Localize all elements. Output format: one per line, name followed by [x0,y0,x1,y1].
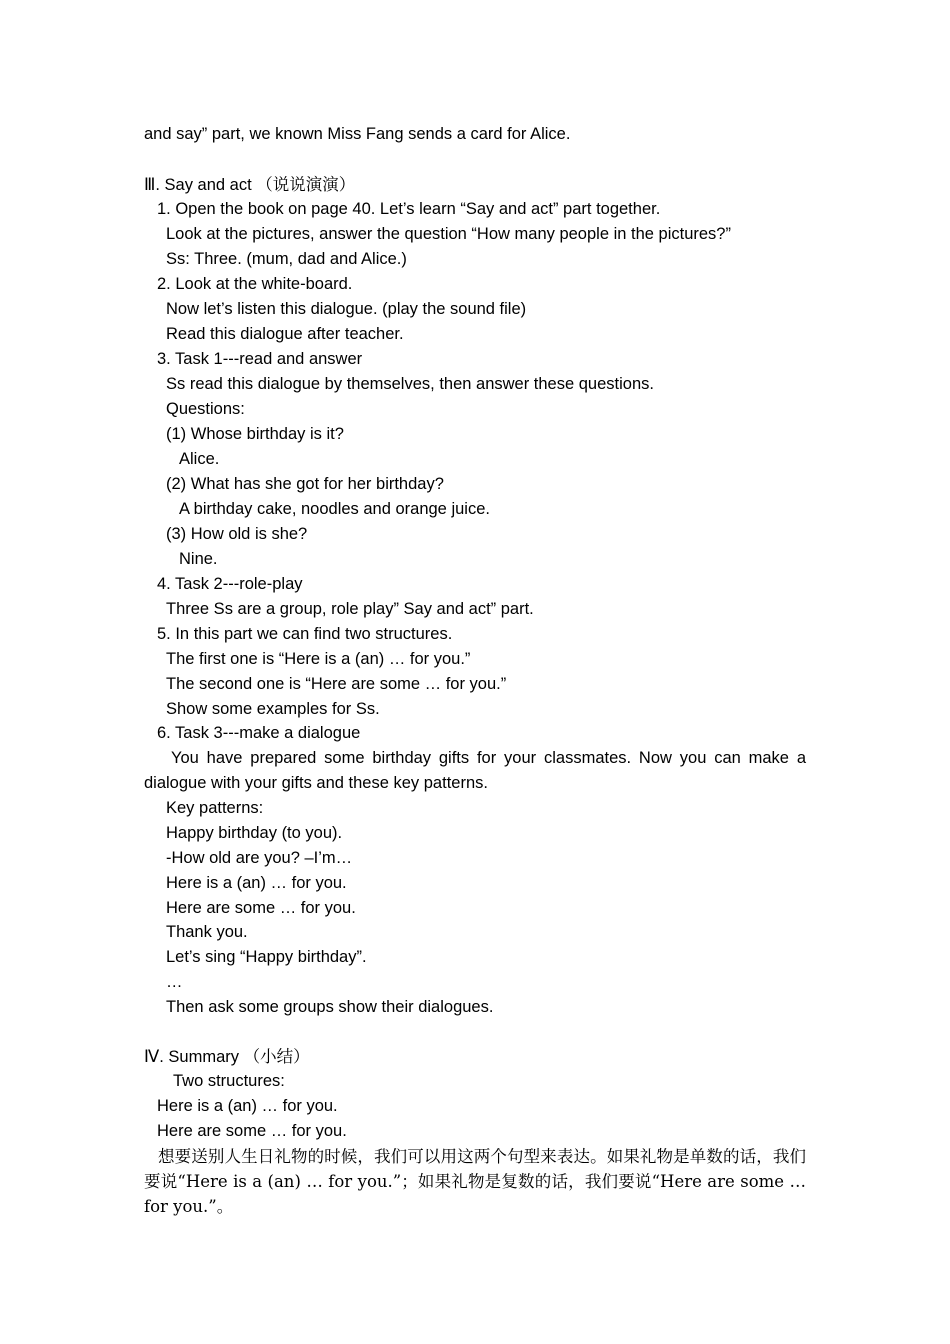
key-pattern-2: -How old are you? –I’m… [166,849,353,867]
step-4-line-1: Three Ss are a group, role play” Say and act” part. [166,600,534,618]
step-2-line-1: Now let’s listen this dialogue. (play the sound file) [166,300,527,318]
summary-line-3: Here are some … for you. [157,1122,347,1140]
intro-line: and say” part, we known Miss Fang sends a card for Alice. [144,125,571,143]
step-3-title: 3. Task 1---read and answer [157,350,363,368]
step-2-title: 2. Look at the white-board. [157,275,353,293]
step-5-line-3: Show some examples for Ss. [166,700,380,718]
answer-1: Alice. [179,450,220,468]
questions-label: Questions: [166,400,245,418]
key-pattern-7: … [166,973,183,991]
question-1: (1) Whose birthday is it? [166,425,344,443]
section-3-heading: Ⅲ. Say and act （说说演演） [144,176,356,194]
summary-line-1: Two structures: [173,1072,285,1090]
step-4-title: 4. Task 2---role-play [157,575,303,593]
step-6-title: 6. Task 3---make a dialogue [157,724,361,742]
key-pattern-6: Let’s sing “Happy birthday”. [166,948,367,966]
step-2-line-2: Read this dialogue after teacher. [166,325,404,343]
step-6-paragraph: You have prepared some birthday gifts for your classmates. Now you can make a dialogue with your gifts and these key patterns. [144,749,806,792]
step-6-closing: Then ask some groups show their dialogues. [166,998,494,1016]
step-1-line-2: Ss: Three. (mum, dad and Alice.) [166,250,407,268]
section-4-heading: Ⅳ. Summary （小结） [144,1048,310,1066]
step-1-title: 1. Open the book on page 40. Let’s learn “Say and act” part together. [157,200,661,218]
key-pattern-1: Happy birthday (to you). [166,824,343,842]
step-1-line-1: Look at the pictures, answer the question “How many people in the pictures?” [166,225,731,243]
summary-paragraph: 想要送别人生日礼物的时候，我们可以用这两个句型来表达。如果礼物是单数的话，我们要说“Here is a (an) … for you.”；如果礼物是复数的话，我们要说“Here are some … for you.”。 [144,1147,806,1216]
key-pattern-3: Here is a (an) … for you. [166,874,347,892]
question-2: (2) What has she got for her birthday? [166,475,444,493]
answer-2: A birthday cake, noodles and orange juice. [179,500,490,518]
answer-3: Nine. [179,550,218,568]
key-pattern-5: Thank you. [166,923,248,941]
key-pattern-4: Here are some … for you. [166,899,356,917]
summary-line-2: Here is a (an) … for you. [157,1097,338,1115]
question-3: (3) How old is she? [166,525,308,543]
step-5-line-2: The second one is “Here are some … for you.” [166,675,507,693]
key-patterns-label: Key patterns: [166,799,264,817]
step-5-title: 5. In this part we can find two structures. [157,625,453,643]
step-3-line-1: Ss read this dialogue by themselves, then answer these questions. [166,375,654,393]
step-5-line-1: The first one is “Here is a (an) … for you.” [166,650,471,668]
